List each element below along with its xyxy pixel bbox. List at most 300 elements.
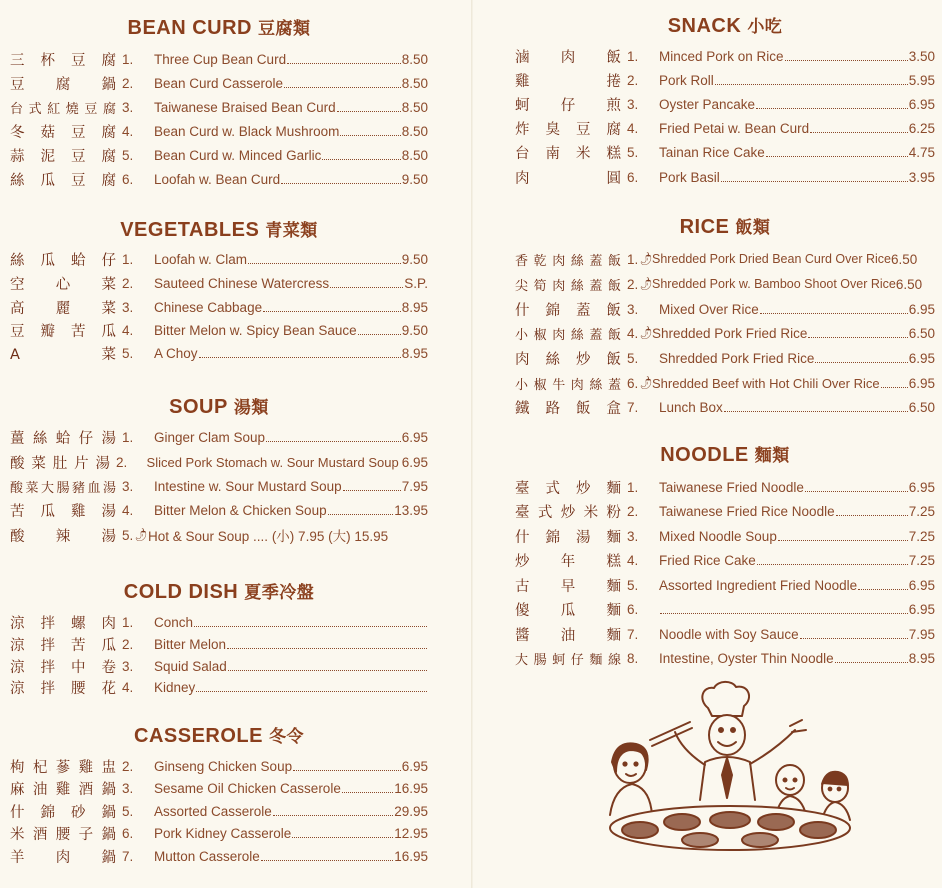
item-zh: 肉絲炒飯 — [515, 351, 621, 368]
menu-item[interactable] — [10, 475, 428, 497]
dish-icon — [664, 814, 700, 830]
item-number: 3. — [122, 780, 134, 796]
dot-leader — [805, 491, 908, 492]
menu-item[interactable] — [515, 69, 935, 91]
item-price: 8.50 — [401, 51, 428, 67]
menu-item[interactable] — [10, 845, 428, 867]
item-number: 1. — [122, 429, 134, 445]
item-name: Intestine, Oyster Thin Noodle — [659, 650, 834, 666]
item-name: Fried Petai w. Bean Curd — [659, 120, 810, 136]
menu-item[interactable] — [10, 611, 428, 633]
dot-leader — [263, 311, 401, 312]
item-number: 6. — [627, 601, 639, 617]
section-title-zh: 夏季冷盤 — [244, 583, 315, 603]
item-name: Sliced Pork Stomach w. Sour Mustard Soup — [146, 454, 399, 470]
item-zh: 豆 腐 鍋 — [10, 76, 116, 93]
chili-icon: 🌶 — [132, 527, 150, 544]
section-title-zh: 小吃 — [747, 17, 783, 37]
dot-leader — [194, 626, 427, 627]
menu-item[interactable] — [515, 248, 935, 270]
item-price: 6.95 — [908, 375, 935, 391]
menu-item[interactable] — [10, 524, 428, 546]
menu-item[interactable] — [515, 372, 935, 394]
menu-item[interactable] — [10, 48, 428, 70]
item-zh: 酸菜大腸豬血湯 — [10, 480, 116, 496]
item-number: 6. — [122, 171, 134, 187]
menu-item[interactable] — [10, 72, 428, 94]
item-zh: 大腸蚵仔麵線 — [515, 652, 621, 668]
item-name: Noodle with Soy Sauce — [659, 626, 799, 642]
item-number: 2. — [122, 758, 134, 774]
item-zh: 香乾肉絲蓋飯 — [515, 253, 621, 269]
item-number: 5. — [122, 345, 134, 361]
item-name: Taiwanese Braised Bean Curd — [154, 99, 336, 115]
dot-leader — [248, 263, 401, 264]
item-zh: 肉 圓 — [515, 170, 621, 187]
item-price: 6.50 — [908, 399, 935, 415]
dot-leader — [342, 792, 393, 793]
item-name: Assorted Ingredient Fried Noodle — [659, 577, 858, 593]
menu-item[interactable] — [515, 476, 935, 498]
item-zh: A 菜 — [10, 346, 116, 363]
dot-leader — [715, 84, 908, 85]
menu-item[interactable] — [10, 144, 428, 166]
item-price: 9.50 — [401, 322, 428, 338]
section-title — [515, 213, 935, 241]
section-rice — [515, 213, 935, 417]
menu-item[interactable] — [10, 120, 428, 142]
section-title-zh: 豆腐類 — [258, 19, 311, 39]
menu-item[interactable] — [10, 168, 428, 190]
item-price: 16.95 — [394, 780, 428, 796]
dot-leader — [293, 770, 401, 771]
menu-item[interactable] — [10, 800, 428, 822]
item-number: 6. — [627, 169, 639, 185]
chef-family-illustration — [590, 680, 875, 855]
section-title-en: SNACK — [667, 15, 742, 37]
dish-icon — [758, 814, 794, 830]
item-zh: 鐵路飯盒 — [515, 400, 621, 417]
dot-leader — [810, 132, 908, 133]
item-zh: 臺式炒麵 — [515, 480, 621, 497]
item-price: S.P. — [404, 275, 428, 291]
dot-leader — [778, 540, 908, 541]
item-name: Minced Pork on Rice — [659, 48, 784, 64]
item-name: Mixed Over Rice — [659, 301, 759, 317]
section-title-zh: 青菜類 — [265, 221, 318, 241]
item-name: Pork Basil — [659, 169, 720, 185]
dot-leader — [261, 860, 393, 861]
menu-item[interactable] — [10, 633, 428, 655]
item-price: 8.50 — [401, 75, 428, 91]
item-zh: 涼拌螺肉 — [10, 615, 116, 632]
section-title-en: NOODLE — [660, 444, 749, 466]
item-zh: 酸菜肚片湯 — [10, 455, 110, 472]
item-name: Bitter Melon & Chicken Soup — [154, 502, 327, 518]
item-name: Sauteed Chinese Watercress — [154, 275, 330, 291]
item-name: Shredded Beef with Hot Chili Over Rice — [652, 375, 880, 391]
item-price: 9.50 — [401, 251, 428, 267]
item-name: Mutton Casserole — [154, 848, 260, 864]
item-zh: 滷 肉 飯 — [515, 49, 621, 66]
item-number: 4. — [627, 552, 639, 568]
menu-item[interactable] — [515, 500, 935, 522]
item-number: 4. — [122, 502, 134, 518]
item-price: 8.50 — [401, 99, 428, 115]
item-price: 6.95 — [908, 96, 935, 112]
item-name: Ginseng Chicken Soup — [154, 758, 293, 774]
item-zh: 醬 油 麵 — [515, 627, 621, 644]
section-snack — [515, 12, 935, 187]
item-price: 8.50 — [401, 123, 428, 139]
item-number: 1. — [122, 251, 134, 267]
item-name: Fried Rice Cake — [659, 552, 756, 568]
item-price: 6.95 — [401, 429, 428, 445]
item-number: 5. — [627, 350, 639, 366]
item-price: 6.50 — [895, 276, 923, 292]
item-number: 7. — [122, 848, 134, 864]
item-zh: 羊 肉 鍋 — [10, 849, 116, 866]
item-name: Oyster Pancake — [659, 96, 756, 112]
menu-item[interactable] — [515, 141, 935, 163]
section-cold-dish — [10, 578, 428, 697]
page-fold — [471, 0, 473, 888]
item-price: 16.95 — [394, 848, 428, 864]
item-zh: 涼拌苦瓜 — [10, 637, 116, 654]
item-name: Sesame Oil Chicken Casserole — [154, 780, 341, 796]
item-name: Taiwanese Fried Noodle — [659, 479, 804, 495]
section-title — [10, 14, 428, 42]
section-title-en: RICE — [679, 216, 730, 238]
item-number: 4. — [627, 120, 639, 136]
dot-leader — [199, 357, 401, 358]
item-zh: 小椒牛肉絲蓋 — [515, 377, 621, 393]
dot-leader — [757, 564, 908, 565]
section-noodle — [515, 441, 935, 668]
item-number: 3. — [122, 478, 134, 494]
dot-leader — [281, 183, 401, 184]
item-number: 6. — [122, 825, 134, 841]
menu-item[interactable] — [10, 426, 428, 448]
section-title — [10, 722, 428, 750]
item-number: 3. — [627, 528, 639, 544]
menu-item[interactable] — [10, 676, 428, 698]
section-title — [515, 441, 935, 469]
item-number: 2. — [122, 75, 134, 91]
menu-item[interactable] — [10, 451, 428, 473]
item-price: 3.50 — [908, 48, 935, 64]
section-bean-curd — [10, 14, 428, 189]
section-title-zh: 冬令 — [268, 727, 304, 747]
item-zh: 空 心 菜 — [10, 276, 116, 293]
item-number: 4. — [122, 679, 134, 695]
item-price: 8.95 — [908, 650, 935, 666]
item-price: 12.95 — [394, 825, 428, 841]
dot-leader — [343, 490, 401, 491]
item-zh: 炸臭豆腐 — [515, 121, 621, 138]
item-name: Ginger Clam Soup — [154, 429, 266, 445]
item-number: 2. — [116, 454, 128, 470]
item-price: 6.95 — [908, 601, 935, 617]
item-price: 7.25 — [908, 528, 935, 544]
item-name: Bitter Melon w. Spicy Bean Sauce — [154, 322, 357, 338]
section-title-en: SOUP — [169, 396, 228, 418]
item-zh: 高 麗 菜 — [10, 300, 116, 317]
dot-leader — [858, 589, 908, 590]
menu-item[interactable] — [515, 347, 935, 369]
item-number: 1. — [627, 48, 639, 64]
item-number: 7. — [627, 399, 639, 415]
item-price: 6.95 — [908, 301, 935, 317]
item-number: 5. — [122, 527, 134, 543]
item-name: Conch — [154, 614, 194, 630]
chopsticks-icon — [650, 722, 692, 746]
dot-leader — [660, 613, 908, 614]
item-name: Mixed Noodle Soup — [659, 528, 777, 544]
item-number: 6. — [627, 375, 639, 391]
menu-item[interactable] — [10, 272, 428, 294]
item-number: 3. — [122, 658, 134, 674]
item-number: 2. — [122, 636, 134, 652]
item-number: 3. — [627, 96, 639, 112]
menu-item[interactable] — [515, 93, 935, 115]
item-name: Bean Curd Casserole — [154, 75, 284, 91]
item-price: 6.95 — [908, 577, 935, 593]
dot-leader — [808, 337, 907, 338]
item-price: 3.95 — [908, 169, 935, 185]
chili-icon: 🌶 — [637, 325, 655, 342]
item-name: Squid Salad — [154, 658, 227, 674]
section-title-en: BEAN CURD — [127, 17, 252, 39]
item-price: 5.95 — [908, 72, 935, 88]
item-zh: 枸杞蔘雞盅 — [10, 759, 116, 776]
dot-leader — [284, 87, 401, 88]
item-zh: 三杯豆腐 — [10, 52, 116, 69]
item-price: 6.95 — [401, 454, 428, 470]
dish-icon — [682, 833, 718, 847]
dot-leader — [721, 181, 908, 182]
item-zh: 古 早 麵 — [515, 578, 621, 595]
dot-leader — [760, 313, 908, 314]
item-number: 2. — [627, 503, 639, 519]
item-zh: 蚵 仔 煎 — [515, 97, 621, 114]
item-price: 6.50 — [891, 251, 918, 267]
item-price: 7.95 — [401, 478, 428, 494]
item-number: 1. — [122, 614, 134, 630]
item-zh: 雞 捲 — [515, 73, 621, 90]
item-price: 8.50 — [401, 147, 428, 163]
item-number: 4. — [122, 123, 134, 139]
dish-icon — [622, 822, 658, 838]
dot-leader — [292, 837, 393, 838]
item-price: 6.95 — [908, 350, 935, 366]
menu-item[interactable] — [10, 655, 428, 677]
item-name: Pork Roll — [659, 72, 714, 88]
menu-item[interactable] — [515, 525, 935, 547]
item-zh: 麻油雞酒鍋 — [10, 781, 116, 798]
menu-item[interactable] — [515, 117, 935, 139]
item-number: 1. — [627, 251, 639, 267]
menu-item[interactable] — [515, 574, 935, 596]
dot-leader — [756, 108, 908, 109]
section-title — [10, 216, 428, 244]
dot-leader — [358, 334, 401, 335]
menu-item[interactable] — [515, 298, 935, 320]
item-zh: 臺式炒米粉 — [515, 504, 621, 521]
item-name: Taiwanese Fried Rice Noodle — [659, 503, 835, 519]
item-zh: 米酒腰子鍋 — [10, 826, 116, 843]
menu-item[interactable] — [515, 273, 935, 295]
section-title-zh: 湯類 — [233, 398, 269, 418]
chili-icon: 🌶 — [637, 276, 655, 293]
item-name: Shredded Pork Fried Rice — [659, 350, 815, 366]
section-title-en: CASSEROLE — [134, 725, 263, 747]
menu-item[interactable] — [10, 296, 428, 318]
menu-item[interactable] — [515, 322, 935, 344]
item-number: 4. — [122, 322, 134, 338]
item-price: 9.50 — [401, 171, 428, 187]
item-zh: 蒜泥豆腐 — [10, 148, 116, 165]
menu-item[interactable] — [515, 396, 935, 418]
item-price: 6.95 — [908, 479, 935, 495]
section-vegetables — [10, 216, 428, 363]
item-price: 6.95 — [401, 758, 428, 774]
menu-item[interactable] — [10, 822, 428, 844]
dot-leader — [785, 60, 908, 61]
dot-leader — [881, 387, 908, 388]
item-zh: 小椒肉絲蓋飯 — [515, 327, 621, 343]
item-number: 8. — [627, 650, 639, 666]
dot-leader — [836, 515, 908, 516]
item-number: 1. — [122, 51, 134, 67]
item-name: Three Cup Bean Curd — [154, 51, 287, 67]
item-price: 7.25 — [908, 552, 935, 568]
item-number: 3. — [122, 299, 134, 315]
item-number: 3. — [627, 301, 639, 317]
item-zh: 尖筍肉絲蓋飯 — [515, 278, 621, 294]
menu-item[interactable] — [515, 647, 935, 669]
item-number: 5. — [627, 144, 639, 160]
chili-icon: 🌶 — [637, 375, 655, 392]
item-zh: 台南米糕 — [515, 145, 621, 162]
dot-leader — [724, 411, 908, 412]
item-name: Hot & Sour Soup .... (小) 7.95 (大) 15.95 — [148, 529, 389, 544]
item-zh: 絲瓜蛤仔 — [10, 252, 116, 269]
menu-item[interactable] — [10, 319, 428, 341]
section-soup — [10, 393, 428, 545]
section-title — [10, 578, 428, 606]
item-name: A Choy — [154, 345, 198, 361]
item-price: 6.50 — [908, 325, 935, 341]
item-zh: 什錦砂鍋 — [10, 804, 116, 821]
item-number: 2. — [627, 276, 639, 292]
dish-icon — [800, 822, 836, 838]
menu-item[interactable] — [10, 755, 428, 777]
item-zh: 傻 瓜 麵 — [515, 602, 621, 619]
item-price: 8.95 — [401, 345, 428, 361]
item-number: 4. — [627, 325, 639, 341]
item-price: 29.95 — [394, 803, 428, 819]
menu-item[interactable] — [10, 96, 428, 118]
section-title — [515, 12, 935, 40]
item-name: Kidney — [154, 679, 196, 695]
item-price: 7.25 — [908, 503, 935, 519]
item-name: Bean Curd w. Black Mushroom — [154, 123, 340, 139]
item-number: 1. — [627, 479, 639, 495]
item-zh: 炒 年 糕 — [515, 553, 621, 570]
item-name: Bitter Melon — [154, 636, 227, 652]
item-number: 7. — [627, 626, 639, 642]
item-name: Assorted Casserole — [154, 803, 272, 819]
item-price: 8.95 — [401, 299, 428, 315]
dot-leader — [287, 63, 401, 64]
dot-leader — [196, 691, 427, 692]
dot-leader — [330, 287, 403, 288]
item-name: Shredded Pork Fried Rice — [652, 325, 808, 341]
menu-item[interactable] — [10, 342, 428, 364]
dot-leader — [815, 362, 907, 363]
item-number: 5. — [627, 577, 639, 593]
item-name: Shredded Pork w. Bamboo Shoot Over Rice — [652, 277, 896, 291]
section-title — [10, 393, 428, 421]
item-zh: 涼拌中卷 — [10, 659, 116, 676]
item-name: Tainan Rice Cake — [659, 144, 765, 160]
item-zh: 苦瓜雞湯 — [10, 503, 116, 520]
menu-item[interactable] — [10, 777, 428, 799]
item-number: 5. — [122, 147, 134, 163]
item-zh: 酸 辣 湯 — [10, 528, 116, 545]
item-price: 13.95 — [394, 502, 428, 518]
dot-leader — [328, 514, 394, 515]
item-number: 2. — [122, 275, 134, 291]
menu-item[interactable] — [10, 499, 428, 521]
item-name: Pork Kidney Casserole — [154, 825, 292, 841]
menu-item[interactable] — [515, 623, 935, 645]
dot-leader — [835, 662, 908, 663]
item-name: Lunch Box — [659, 399, 723, 415]
item-zh: 台式紅燒豆腐 — [10, 101, 116, 117]
item-number: 2. — [627, 72, 639, 88]
item-zh: 什錦蓋飯 — [515, 302, 621, 319]
chef-head — [709, 715, 745, 755]
item-zh: 薑絲蛤仔湯 — [10, 430, 116, 447]
item-number: 3. — [122, 99, 134, 115]
dot-leader — [340, 135, 400, 136]
menu-item[interactable] — [515, 166, 935, 188]
menu-item[interactable] — [515, 598, 935, 620]
chef-hat-icon — [702, 682, 749, 716]
item-name: Shredded Pork Dried Bean Curd Over Rice — [652, 252, 892, 266]
dot-leader — [228, 670, 427, 671]
item-price: 7.95 — [908, 626, 935, 642]
item-zh: 什錦湯麵 — [515, 529, 621, 546]
chili-icon: 🌶 — [637, 251, 655, 268]
dot-leader — [322, 159, 400, 160]
item-price: 4.75 — [908, 144, 935, 160]
section-casserole — [10, 722, 428, 866]
dish-icon — [710, 812, 750, 828]
menu-item[interactable] — [10, 248, 428, 270]
item-name: Loofah w. Clam — [154, 251, 248, 267]
dot-leader — [337, 111, 401, 112]
menu-item[interactable] — [515, 45, 935, 67]
dot-leader — [800, 638, 908, 639]
menu-item[interactable] — [515, 549, 935, 571]
item-zh: 冬菇豆腐 — [10, 124, 116, 141]
item-price: 6.25 — [908, 120, 935, 136]
item-zh: 絲瓜豆腐 — [10, 172, 116, 189]
section-title-en: VEGETABLES — [120, 219, 260, 241]
